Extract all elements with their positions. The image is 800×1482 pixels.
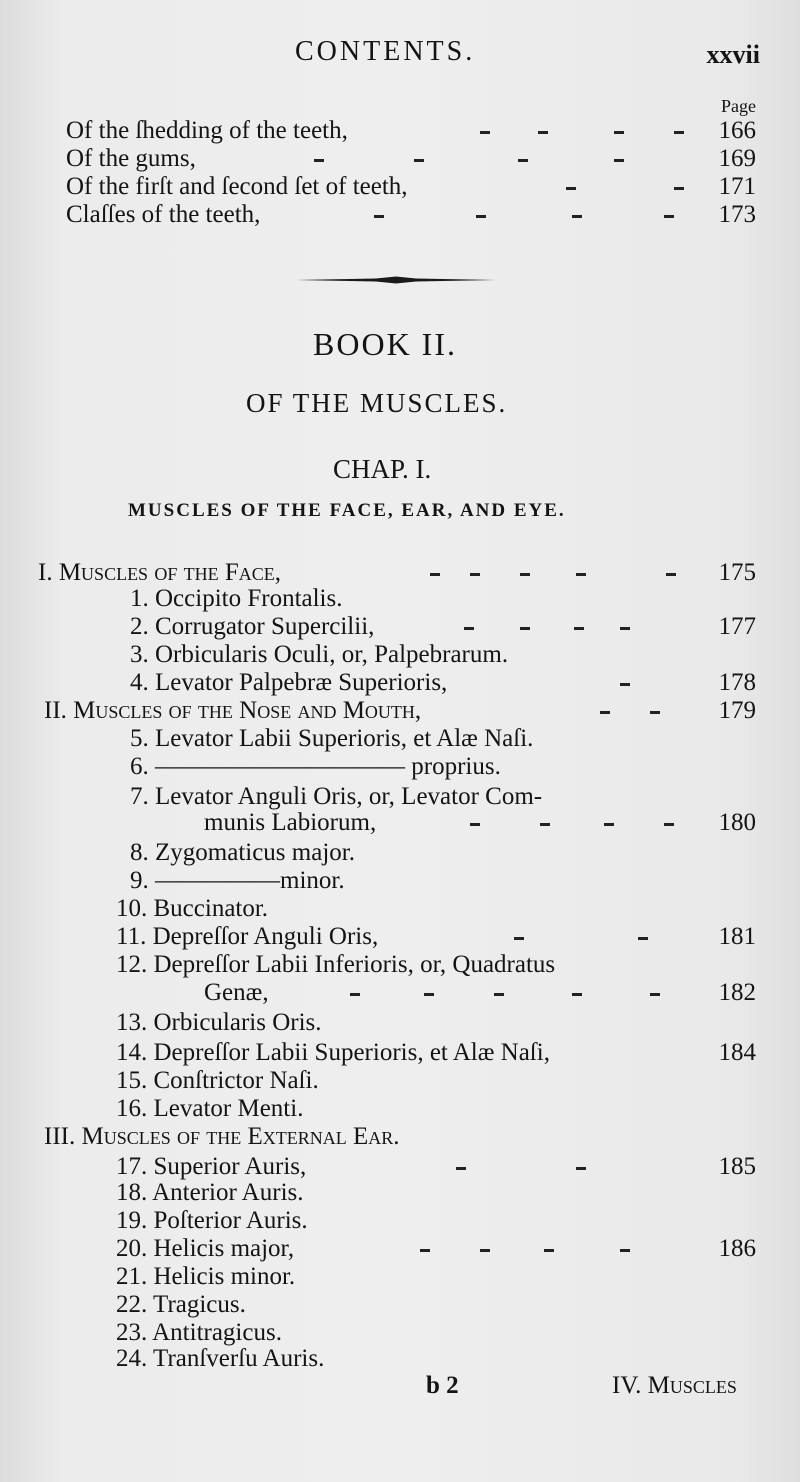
book-subheading: OF THE MUSCLES. bbox=[246, 388, 508, 418]
toc-entry: 14. Depreſſor Labii Superioris, et Alæ Naſi, 184 bbox=[116, 1039, 756, 1066]
catchword: IV. Muscles bbox=[612, 1372, 737, 1399]
page-numeral: xxvii bbox=[706, 40, 760, 69]
toc-entry: 1. Occipito Frontalis. bbox=[130, 585, 343, 612]
book-heading: BOOK II. bbox=[313, 326, 457, 362]
toc-section: II. Muscles of the Nose and Mouth, 179 bbox=[44, 697, 756, 724]
chapter-subheading: MUSCLES OF THE FACE, EAR, AND EYE. bbox=[128, 500, 566, 521]
toc-entry: 13. Orbicularis Oris. bbox=[116, 1009, 322, 1036]
toc-entry: Of the gums, 169 bbox=[66, 145, 756, 172]
toc-entry: 17. Superior Auris, 185 bbox=[116, 1153, 756, 1180]
toc-entry: 22. Tragicus. bbox=[116, 1291, 246, 1318]
toc-entry: 12. Depreſſor Labii Inferioris, or, Quadratus bbox=[116, 951, 556, 978]
toc-entry: Claſſes of the teeth, 173 bbox=[66, 201, 756, 228]
toc-entry: 10. Buccinator. bbox=[116, 895, 269, 922]
toc-section: I. Muscles of the Face, 175 bbox=[38, 559, 756, 586]
signature-mark: b 2 bbox=[426, 1372, 459, 1399]
toc-entry: 6. —————————— proprius. bbox=[130, 753, 501, 780]
toc-entry: Genæ, 182 bbox=[204, 979, 756, 1006]
toc-section: III. Muscles of the External Ear. bbox=[44, 1123, 400, 1150]
toc-entry: 15. Conſtrictor Naſi. bbox=[116, 1067, 319, 1094]
toc-entry: 20. Helicis major, 186 bbox=[116, 1235, 756, 1262]
toc-entry: Of the ſhedding of the teeth, 166 bbox=[66, 117, 756, 144]
toc-entry: 23. Antitragicus. bbox=[116, 1319, 282, 1346]
toc-entry: 19. Poſterior Auris. bbox=[116, 1207, 308, 1234]
toc-entry: 24. Tranſverſu Auris. bbox=[116, 1345, 325, 1372]
toc-entry: 2. Corrugator Supercilii, 177 bbox=[130, 613, 756, 640]
toc-entry: 7. Levator Anguli Oris, or, Levator Com- bbox=[130, 783, 543, 810]
toc-entry: 3. Orbicularis Oculi, or, Palpebrarum. bbox=[130, 641, 509, 668]
toc-entry: 16. Levator Menti. bbox=[116, 1095, 304, 1122]
toc-entry: 8. Zygomaticus major. bbox=[130, 839, 355, 866]
toc-entry: 18. Anterior Auris. bbox=[116, 1179, 304, 1206]
chapter-heading: CHAP. I. bbox=[333, 454, 432, 484]
toc-entry: Of the firſt and ſecond ſet of teeth, 171 bbox=[66, 173, 756, 200]
running-head: CONTENTS. bbox=[295, 36, 476, 67]
toc-entry: 5. Levator Labii Superioris, et Alæ Naſi. bbox=[130, 725, 534, 752]
toc-entry: 9. —————minor. bbox=[130, 867, 345, 894]
page-column-label: Page bbox=[721, 96, 756, 116]
toc-entry: munis Labiorum, 180 bbox=[204, 809, 756, 836]
toc-entry: 11. Depreſſor Anguli Oris, 181 bbox=[116, 923, 756, 950]
toc-entry: 4. Levator Palpebræ Superioris, 178 bbox=[130, 669, 756, 696]
toc-entry: 21. Helicis minor. bbox=[116, 1263, 296, 1290]
section-rule-ornament bbox=[296, 276, 496, 284]
